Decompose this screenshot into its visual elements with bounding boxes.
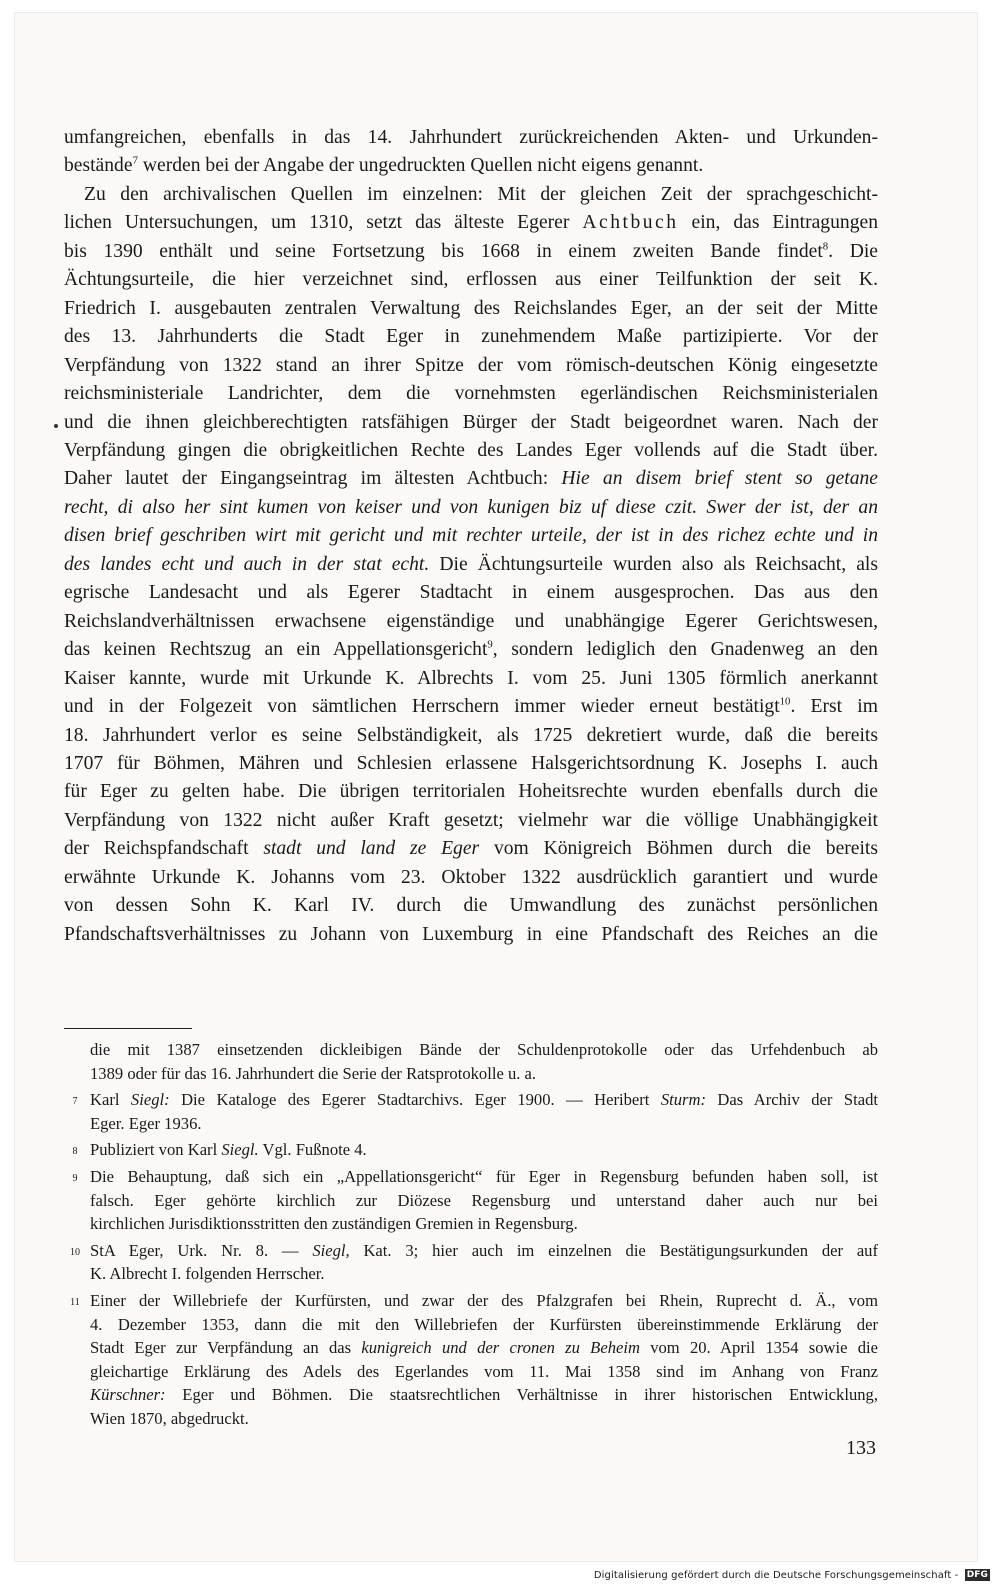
italic-quote: Siegl. [221, 1140, 259, 1160]
credit-separator: - [951, 1570, 962, 1581]
footnote-line [90, 1088, 878, 1112]
text-segment: umfangreichen, ebenfalls in das 14. Jahrhundert zurückreichenden Akten- und Urkunden- [64, 127, 878, 148]
text-line [64, 152, 878, 180]
text-segment: Eger. Eger 1936. [90, 1113, 202, 1133]
text-segment: die mit 1387 einsetzenden dickleibigen Bände der Schuldenprotokolle oder das Urfehdenbuch ab [90, 1040, 878, 1059]
text-line [64, 209, 878, 237]
text-line [64, 636, 878, 664]
text-segment: 1707 für Böhmen, Mähren und Schlesien erlassene Halsgerichtsordnung K. Josephs I. auch [64, 752, 878, 774]
text-segment: Verpfändung gingen die obrigkeitlichen Rechte des Landes Eger vollends auf die Stadt über. [64, 439, 878, 461]
italic-quote: des landes echt und auch in der stat echt. [64, 553, 430, 575]
footnote-number: 7 [72, 1096, 78, 1108]
footnote-line [90, 1336, 878, 1360]
text-line [64, 722, 878, 750]
footnote-number: 11 [70, 1296, 80, 1308]
text-segment: . Erst im [790, 696, 878, 718]
italic-quote: Hie an disem brief stent so getane [561, 468, 878, 490]
footnote [64, 1088, 878, 1135]
footnote [64, 1239, 878, 1286]
credit-text: Digitalisierung gefördert durch die Deutsche Forschungsgemeinschaft [593, 1570, 952, 1581]
text-segment: StA Eger, Urk. Nr. 8. — [90, 1240, 313, 1260]
text-line [64, 835, 878, 863]
text-segment: Friedrich I. ausgebauten zentralen Verwaltung des Reichslandes Eger, an der seit der Mitte [64, 297, 878, 319]
text-segment: 4. Dezember 1353, dann die mit den Willebriefen der Kurfürsten übereinstimmende Erklärung der [90, 1314, 878, 1334]
text-line [64, 409, 878, 437]
text-segment: 1389 oder für das 16. Jahrhundert die Serie der Ratsprotokolle u. a. [90, 1063, 537, 1083]
text-line [64, 892, 878, 920]
text-segment: bestände [64, 155, 133, 177]
footnote-line [90, 1289, 878, 1313]
text-segment: . Die [828, 240, 878, 262]
footnote-line [90, 1165, 878, 1189]
text-segment: Wien 1870, abgedruckt. [90, 1408, 249, 1428]
footnote-line [90, 1360, 878, 1384]
text-segment: Kat. 3; hier auch im einzelnen die Bestätigungsurkunden der auf [349, 1240, 879, 1260]
text-segment: der Reichspfandschaft [64, 838, 264, 860]
text-segment: , sondern lediglich den Gnadenweg an den [492, 639, 878, 661]
text-segment: Karl [90, 1090, 131, 1110]
italic-quote: Siegl: [130, 1090, 170, 1110]
footnote-line [90, 1262, 878, 1286]
text-line [64, 551, 878, 579]
italic-quote: stadt und land ze Eger [263, 838, 480, 860]
text-line [64, 665, 878, 693]
text-line [64, 352, 878, 380]
text-segment: das keinen Rechtszug an ein Appellationsgericht [64, 639, 488, 661]
dfg-logo: DFG [966, 1570, 988, 1580]
text-segment: Eger und Böhmen. Die staatsrechtlichen Verhältnisse in ihrer historischen Entwicklung, [165, 1385, 878, 1405]
body-text [64, 124, 878, 949]
footnote-separator [64, 1028, 192, 1029]
footnote-line [90, 1383, 878, 1407]
digitization-credit [594, 1569, 990, 1581]
italic-quote: Kürschner: [90, 1385, 166, 1405]
text-segment: vom Königreich Böhmen durch die bereits [479, 838, 878, 860]
text-segment: von dessen Sohn K. Karl IV. durch die Umwandlung des zunächst persönlichen [64, 895, 878, 917]
footnote-line [90, 1038, 878, 1062]
text-segment: Die Behauptung, daß sich ein „Appellationsgericht“ für Eger in Regensburg befunden haben soll, ist [90, 1166, 878, 1186]
text-segment: Verpfändung von 1322 stand an ihrer Spitze der vom römisch-deutschen König eingesetzte [64, 354, 878, 376]
text-segment: für Eger zu gelten habe. Die übrigen territorialen Hoheitsrechte wurden ebenfalls durch die [64, 781, 878, 803]
text-segment: Das Archiv der Stadt [706, 1090, 878, 1110]
text-segment: Publiziert von Karl [90, 1140, 222, 1160]
page-number: 133 [846, 1437, 876, 1459]
footnote-ref: 10 [779, 695, 791, 708]
italic-quote: recht, di also her sint kumen von keiser und von kunigen biz uf diese czit. Swer der ist, der an [64, 496, 878, 518]
spaced-term: Achtbuch [582, 212, 679, 234]
text-segment: kirchlichen Jurisdiktionsstritten den zuständigen Gremien in Regensburg. [90, 1214, 578, 1234]
italic-quote: kunigreich und der cronen zu Beheim [361, 1338, 640, 1358]
text-segment: egrische Landesacht und als Egerer Stadtacht in einem ausgesprochen. Das aus den [64, 582, 878, 604]
footnote [64, 1165, 878, 1236]
text-segment: und in der Folgezeit von sämtlichen Herrschern immer wieder erneut bestätigt [64, 696, 780, 718]
footnote-line [90, 1138, 878, 1162]
footnote-line [90, 1112, 878, 1136]
text-segment: K. Albrecht I. folgenden Herrscher. [90, 1264, 325, 1284]
text-line [64, 807, 878, 835]
text-line [64, 266, 878, 294]
text-segment: Vgl. Fußnote 4. [258, 1140, 367, 1160]
text-segment: bis 1390 enthält und seine Fortsetzung bis 1668 in einem zweiten Bande findet [64, 240, 823, 262]
text-segment: erwähnte Urkunde K. Johanns vom 23. Oktober 1322 ausdrücklich garantiert und wurde [64, 866, 878, 888]
text-segment: und die ihnen gleichberechtigten ratsfähigen Bürger der Stadt beigeordnet waren. Nach der [64, 411, 878, 433]
text-line [64, 579, 878, 607]
text-segment: Daher lautet der Eingangseintrag im ältesten Achtbuch: [64, 468, 562, 490]
text-line [64, 238, 878, 266]
text-segment: ein, das Eintragungen [678, 212, 878, 234]
text-segment: werden bei der Angabe der ungedruckten Quellen nicht eigens genannt. [137, 155, 704, 177]
text-line [64, 380, 878, 408]
text-segment: Ächtungsurteile, die hier verzeichnet sind, erflossen aus einer Teilfunktion der seit K. [64, 269, 878, 291]
text-segment: des 13. Jahrhunderts die Stadt Eger in zunehmendem Maße partizipierte. Vor der [64, 326, 878, 348]
footnote-line [90, 1189, 878, 1213]
footnote [64, 1038, 878, 1085]
text-line [64, 494, 878, 522]
text-line [64, 608, 878, 636]
text-segment: Verpfändung von 1322 nicht außer Kraft gesetzt; vielmehr war die völlige Unabhängigkeit [64, 809, 878, 831]
text-line [64, 465, 878, 493]
text-segment: lichen Untersuchungen, um 1310, setzt das älteste Egerer [64, 212, 583, 234]
text-line [64, 295, 878, 323]
footnote-ref: 9 [487, 638, 493, 651]
text-line [64, 522, 878, 550]
footnote-ref: 7 [132, 154, 138, 167]
text-segment: Die Kataloge des Egerer Stadtarchivs. Eger 1900. — Heribert [169, 1090, 661, 1110]
footnote-line [90, 1239, 878, 1263]
footnote-ref: 8 [822, 240, 829, 253]
footnote-line [90, 1407, 878, 1431]
footnote [64, 1289, 878, 1431]
footnote-line [90, 1313, 878, 1337]
text-segment: reichsministeriale Landrichter, dem die vornehmsten egerländischen Reichsministerialen [64, 383, 878, 405]
text-segment: Zu den archivalischen Quellen im einzelnen: Mit der gleichen Zeit der sprachgeschicht- [84, 183, 878, 205]
text-segment: Kaiser kannte, wurde mit Urkunde K. Albrechts I. vom 25. Juni 1305 förmlich anerkannt [64, 667, 878, 689]
text-segment: Die Ächtungsurteile wurden also als Reichsacht, als [429, 553, 879, 575]
text-line [64, 750, 878, 778]
footnote-line [90, 1062, 878, 1086]
text-segment: Pfandschaftsverhältnisses zu Johann von Luxemburg in eine Pfandschaft des Reiches an die [64, 923, 878, 945]
text-segment: falsch. Eger gehörte kirchlich zur Diözese Regensburg und unterstand daher auch nur bei [90, 1190, 878, 1210]
stray-ink-dot [54, 424, 58, 428]
text-line [64, 323, 878, 351]
text-segment: Einer der Willebriefe der Kurfürsten, und zwar der des Pfalzgrafen bei Rhein, Ruprecht d. Ä., vom [90, 1290, 878, 1310]
text-line [64, 864, 878, 892]
text-line [64, 693, 878, 721]
text-segment: gleichartige Erklärung des Adels des Egerlandes vom 11. Mai 1358 sind im Anhang von Franz [90, 1361, 878, 1381]
footnote-line [90, 1212, 878, 1236]
text-segment: vom 20. April 1354 sowie die [639, 1338, 879, 1358]
italic-quote: Siegl, [312, 1240, 350, 1260]
text-segment: Stadt Eger zur Verpfändung an das [90, 1338, 362, 1358]
text-line [64, 437, 878, 465]
text-segment: Reichslandverhältnissen erwachsene eigenständige und unabhängige Egerer Gerichtswesen, [64, 610, 878, 632]
footnotes [64, 1038, 878, 1431]
footnote-number: 9 [72, 1172, 78, 1184]
italic-quote: Sturm: [660, 1090, 706, 1110]
text-segment: 18. Jahrhundert verlor es seine Selbständigkeit, als 1725 dekretiert wurde, daß die bereits [64, 724, 878, 746]
footnote-number: 10 [70, 1246, 80, 1258]
text-line [64, 778, 878, 806]
italic-quote: disen brief geschriben wirt mit gericht und mit rechter urteile, der ist in des richez echte und in [64, 525, 878, 547]
text-line [64, 181, 878, 209]
footnote [64, 1138, 878, 1162]
text-line [64, 921, 878, 949]
text-line [64, 124, 878, 152]
footnote-number: 8 [72, 1146, 78, 1158]
